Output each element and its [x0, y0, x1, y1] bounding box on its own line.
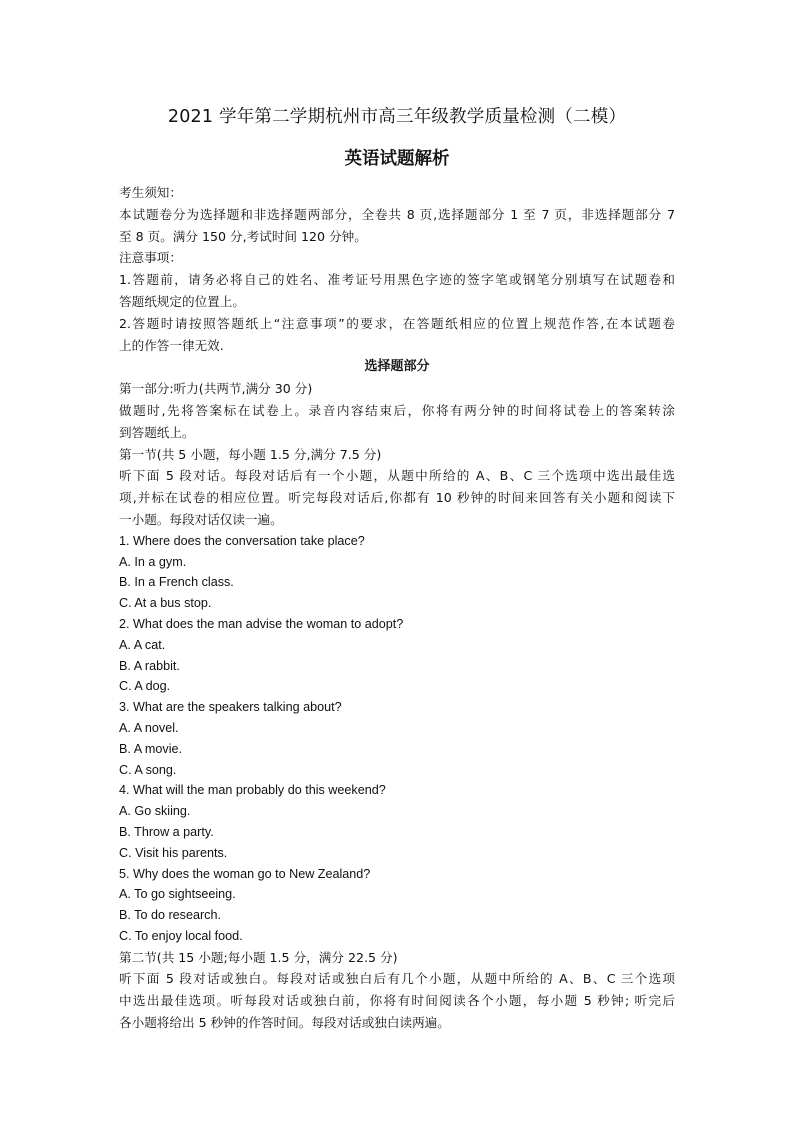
question-option: B. A rabbit. — [119, 658, 180, 673]
section1-heading: 第一节(共 5 小题，每小题 1.5 分,满分 7.5 分) — [119, 446, 382, 462]
question: 4. What will the man probably do this weekend? — [119, 783, 386, 798]
section2-instructions: 各小题将给出 5 秒钟的作答时间。每段对话或独白读两遍。 — [119, 1015, 450, 1031]
question-option: A. To go sightseeing. — [119, 887, 236, 902]
notice-line: 本试题卷分为选择题和非选择题两部分，全卷共 8 页,选择题部分 1 至 7 页，非选择题部分 7 — [119, 206, 675, 222]
question-option: A. In a gym. — [119, 554, 187, 569]
question: 2. What does the man advise the woman to adopt? — [119, 616, 404, 631]
question-option: B. A movie. — [119, 741, 182, 756]
question-option: C. To enjoy local food. — [119, 928, 243, 943]
section1-instructions: 一小题。每段对话仅读一遍。 — [119, 511, 283, 527]
attention-heading: 注意事项： — [119, 250, 182, 266]
question: 3. What are the speakers talking about? — [119, 700, 342, 715]
section1-instructions: 听下面 5 段对话。每段对话后有一个小题，从题中所给的 A、B、C 三个选项中选出最佳选 — [119, 468, 675, 484]
question-option: C. Visit his parents. — [119, 845, 228, 860]
part1-intro: 做题时,先将答案标在试卷上。录音内容结束后，你将有两分钟的时间将试卷上的答案转涂 — [119, 402, 675, 418]
attention-item: 答题纸规定的位置上。 — [119, 293, 245, 309]
document-title: 2021 学年第二学期杭州市高三年级教学质量检测（二模） — [167, 107, 627, 127]
section2-heading: 第二节(共 15 小题;每小题 1.5 分，满分 22.5 分) — [119, 949, 398, 965]
notice-line: 至 8 页。满分 150 分,考试时间 120 分钟。 — [119, 228, 367, 244]
section2-instructions: 中选出最佳选项。听每段对话或独白前，你将有时间阅读各个小题，每小题 5 秒钟; 听完后 — [119, 993, 675, 1009]
question-option: B. To do research. — [119, 908, 221, 923]
part1-intro: 到答题纸上。 — [119, 424, 195, 440]
question-option: B. In a French class. — [119, 575, 234, 590]
question: 1. Where does the conversation take place? — [119, 533, 365, 548]
question-option: B. Throw a party. — [119, 824, 214, 839]
question: 5. Why does the woman go to New Zealand? — [119, 866, 371, 881]
section1-instructions: 项,并标在试卷的相应位置。听完每段对话后,你都有 10 秒钟的时间来回答有关小题和阅读下 — [119, 490, 675, 506]
question-option: C. A song. — [119, 762, 177, 777]
question-option: A. Go skiing. — [119, 804, 191, 819]
section-title: 选择题部分 — [364, 359, 430, 375]
document-body — [119, 182, 675, 1034]
part1-heading: 第一部分:听力(共两节,满分 30 分) — [119, 381, 313, 397]
question-option: C. At a bus stop. — [119, 596, 212, 611]
attention-item: 1.答题前，请务必将自己的姓名、准考证号用黑色字迹的签字笔或钢笔分别填写在试题卷和 — [119, 272, 675, 288]
document-subtitle: 英语试题解析 — [344, 149, 450, 169]
attention-item: 上的作答一律无效. — [119, 337, 224, 353]
question-option: C. A dog. — [119, 679, 171, 694]
question-option: A. A cat. — [119, 637, 166, 652]
attention-item: 2.答题时请按照答题纸上“注意事项”的要求，在答题纸相应的位置上规范作答,在本试题卷 — [119, 315, 675, 331]
question-option: A. A novel. — [119, 720, 179, 735]
notice-heading: 考生须知： — [119, 185, 182, 200]
section2-instructions: 听下面 5 段对话或独白。每段对话或独白后有几个小题，从题中所给的 A、B、C 三个选项 — [119, 971, 675, 987]
